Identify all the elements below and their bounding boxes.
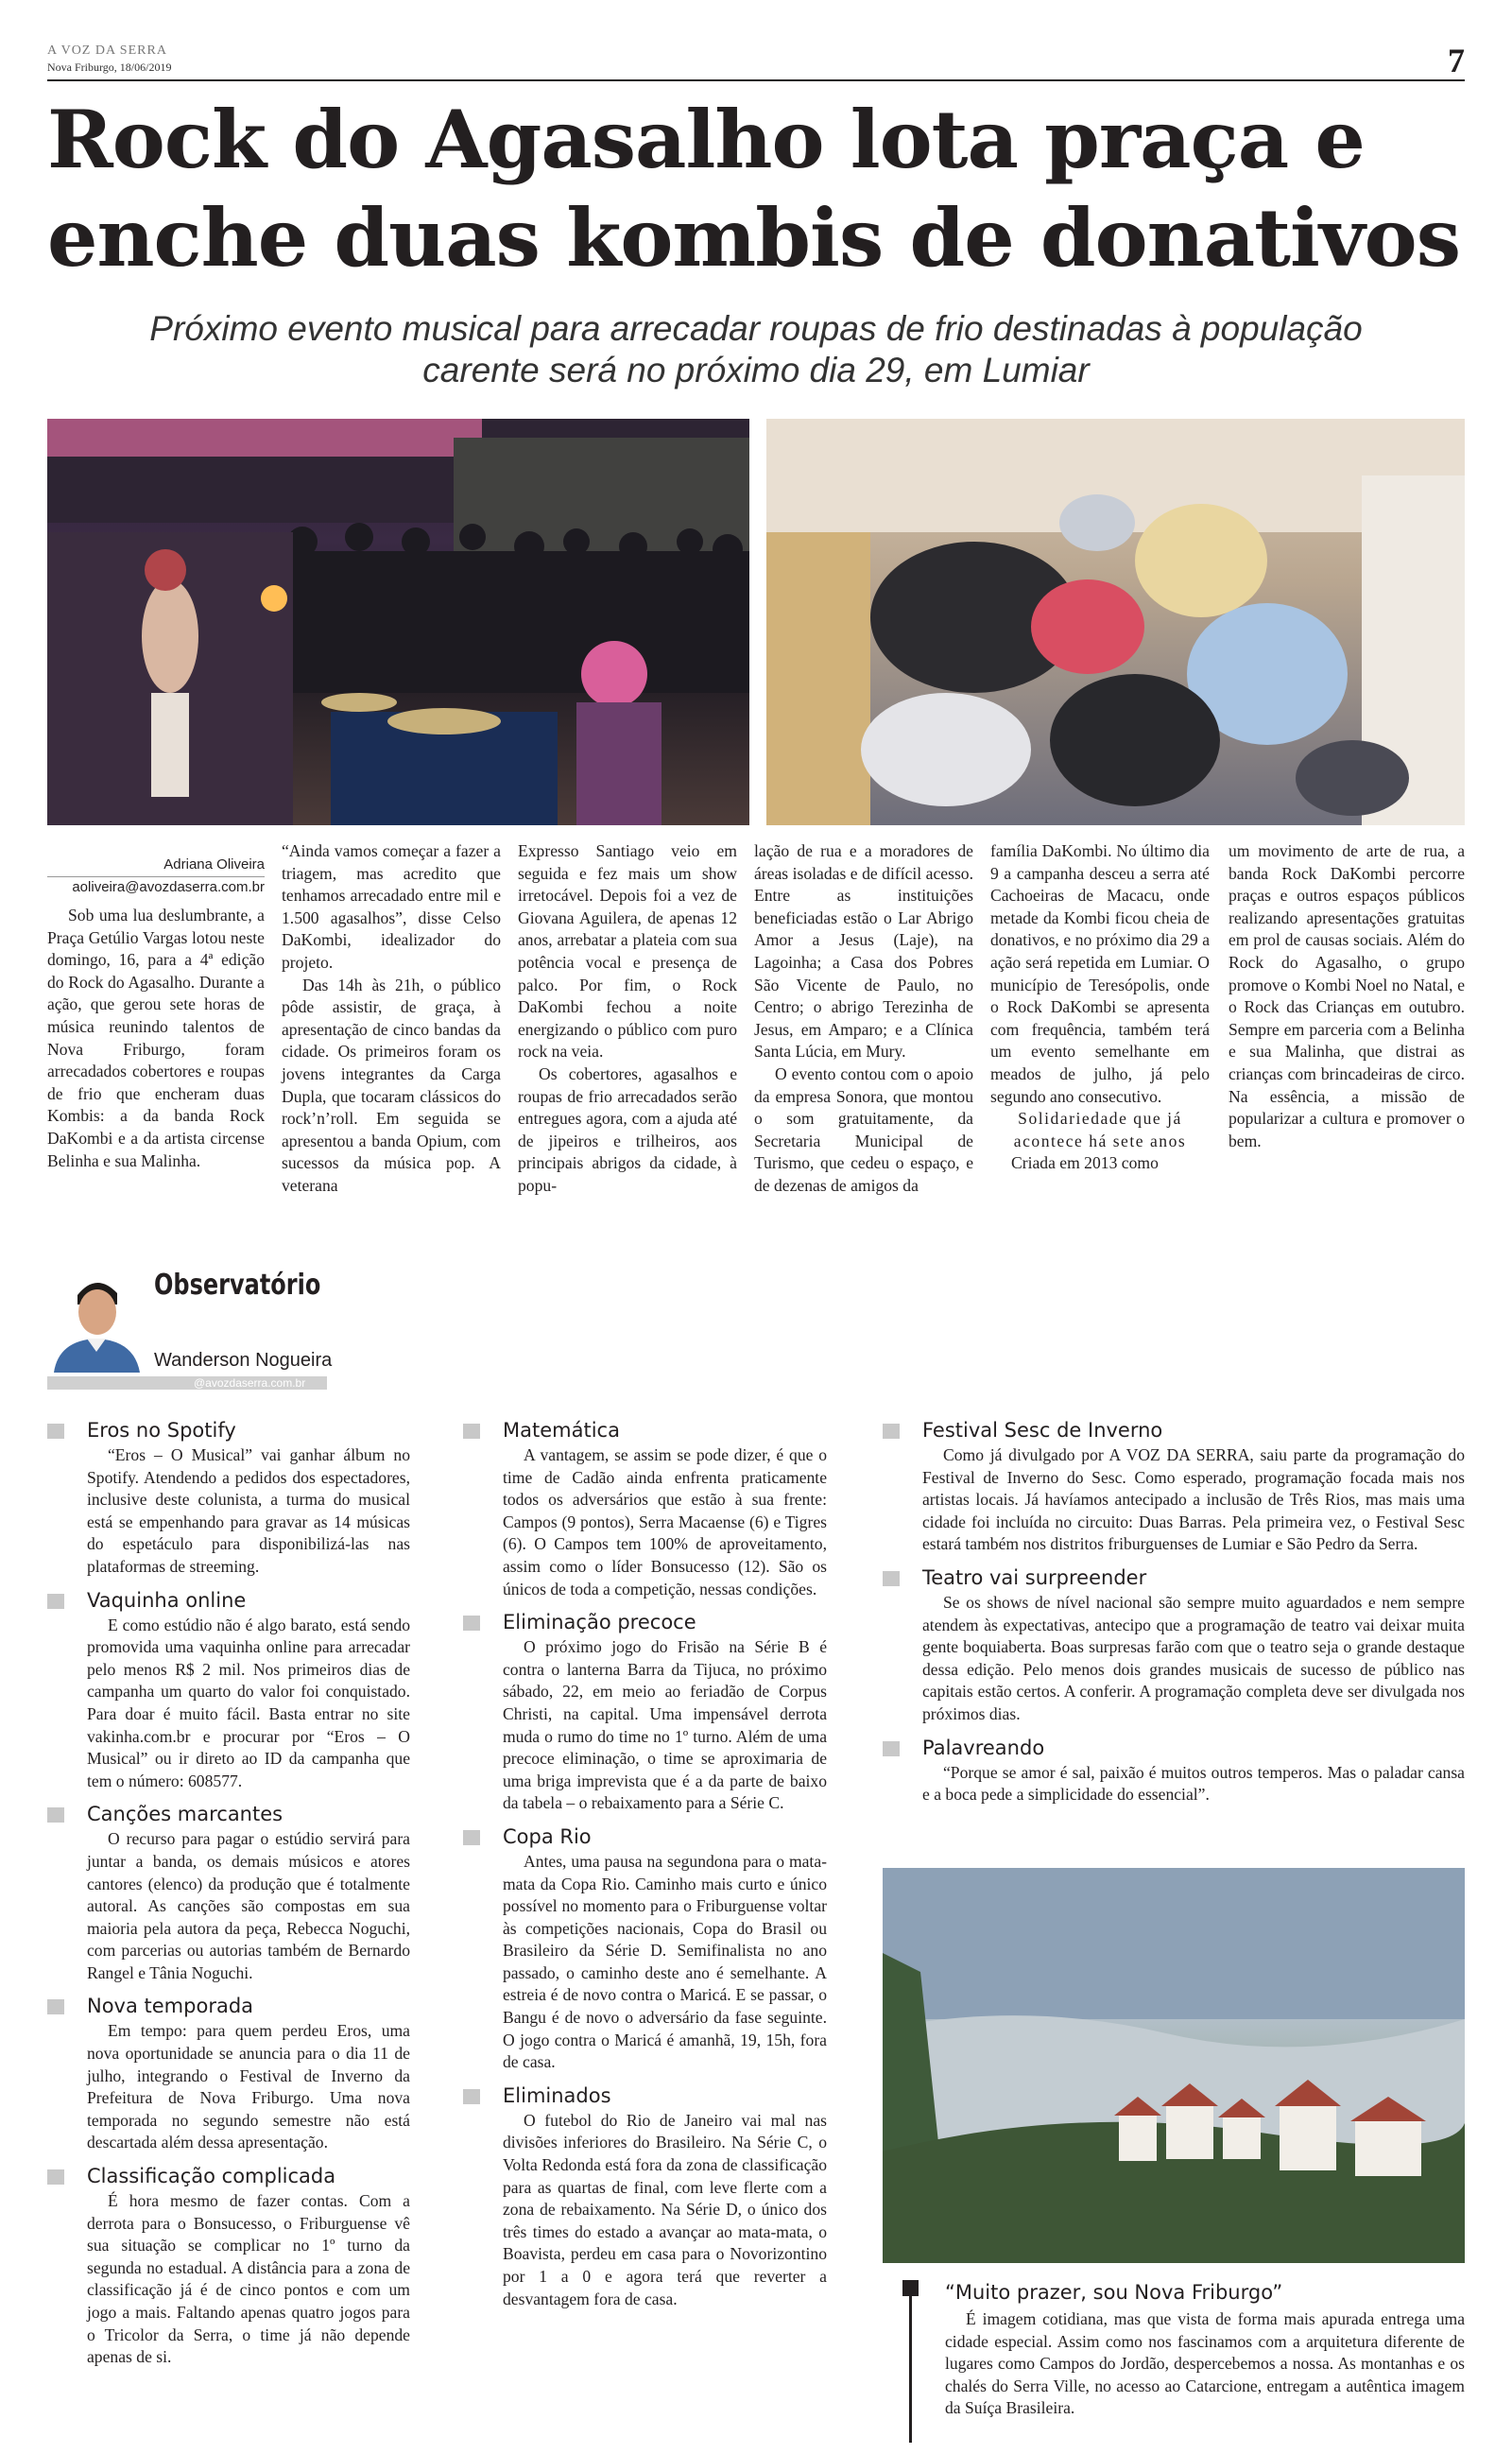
donations-photo bbox=[766, 419, 1465, 825]
paragraph: família DaKombi. No último dia 9 a campanha desceu a serra até Cachoeiras de Macacu, onde metade da Kombi ficou cheia de donativos, e no próximo dia 29 a ação será repetida em Lumiar. O município de Teresópolis, onde o Rock DaKombi se apresenta com frequência, também terá um evento semelhante em meados de julho, já pelo segundo ano consecutivo. bbox=[990, 841, 1210, 1106]
paragraph: lação de rua e a moradores de áreas isoladas e de difícil acesso. Entre as instituições beneficiadas estão o Lar Abrigo Amor a Jesus (Laje), na Lagoinha; a Casa dos Pobres São Vicente de Paulo, no Centro; o abrigo Terezinha de Jesus, em Amparo; e a Clínica Santa Lúcia, em Mury. bbox=[754, 841, 973, 1062]
author-email: aoliveira@avozdaserra.com.br bbox=[72, 879, 265, 895]
section-text: E como estúdio não é algo barato, está sendo promovida uma vaquinha online para arrecadar pelo menos R$ 2 mil. Nos primeiros dias de campanha um quarto do valor foi conquistado. Para doar é muito fácil. Basta entrar no site vakinha.com.br e procurar por “Eros – O Musical” ou ir direto ao ID da campanha que tem o número: 608577. bbox=[87, 1615, 410, 1790]
column-section bbox=[47, 1588, 410, 1793]
page-number: 7 bbox=[1448, 42, 1465, 79]
section-text: O próximo jogo do Frisão na Série B é contra o lanterna Barra da Tijuca, no próximo sábado, 22, em meio ao feriadão de Corpus Christi, na capital. Uma impensável derrota muda o rumo do time no 1º turno. Além de uma precoce eliminação, o time se aproximaria de uma briga imprevista que é a da parte de baixo da tabela – o rebaixamento para a Série C. bbox=[503, 1637, 827, 1813]
subsection-heading: Solidariedade que já acontece há sete anos bbox=[1013, 1109, 1187, 1150]
column-email: @avozdaserra.com.br bbox=[194, 1376, 306, 1390]
article-column-4 bbox=[754, 840, 973, 1198]
paragraph: Os cobertores, agasalhos e roupas de frio arrecadados serão entregues agora, com a ajuda até de jipeiros e trilheiros, aos principais abrigos da cidade, à popu- bbox=[518, 1063, 737, 1195]
paragraph: um movimento de arte de rua, a banda Rock DaKombi percorre praças e outros espaços públicos realizando apresentações gratuitas em prol de causas sociais. Além do Rock do Agasalho, o grupo promove o Kombi Noel no Natal, e o Rock das Crianças em outubro. Sempre em parceria com a Belinha e sua Malinha, que distrai as crianças com brincadeiras de circo. Na essência, a missão de popularizar a cultura e promover o bem. bbox=[1228, 841, 1465, 1150]
section-text: “Eros – O Musical” vai ganhar álbum no Spotify. Atendendo a pedidos dos espectadores, inclusive deste colunista, a turma do musical está se empenhando para gravar as 14 músicas do espetáculo para disponibilizá-las nas plataformas de streeming. bbox=[87, 1445, 410, 1576]
article-column-6 bbox=[1228, 840, 1465, 1152]
concert-photo bbox=[47, 419, 749, 825]
landscape-photo bbox=[883, 1868, 1465, 2263]
paragraph: O evento contou com o apoio da empresa Sonora, que montou o som gratuitamente, da Secretaria Municipal de Turismo, que cedeu o espaço, e de dezenas de amigos da bbox=[754, 1063, 973, 1195]
subheadline: Próximo evento musical para arrecadar roupas de frio destinadas à população carente será no próximo dia 29, em Lumiar bbox=[149, 309, 1363, 389]
section-title: Palavreando bbox=[883, 1736, 1465, 1760]
paragraph: “Ainda vamos começar a fazer a triagem, mas acredito que tenhamos arrecadado entre mil e 1.500 agasalhos”, disse Celso DaKombi, idealizador do projeto. bbox=[282, 841, 501, 972]
section-text: Como já divulgado por A VOZ DA SERRA, saiu parte da programação do Festival de Inverno do Sesc. Como esperado, programação focada mais nos artistas locais. Já havíamos antecipado a inclusão de Três Rios, mas mais uma cidade foi incluída no circuito: Duas Barras. Pela primeira vez, o Festival Sesc estará também nos distritos friburguenses de Lumiar e São Pedro da Serra. bbox=[922, 1445, 1465, 1554]
section-text: A vantagem, se assim se pode dizer, é que o time de Cadão ainda enfrenta praticamente todos os adversários que estão à sua frente: Campos (9 pontos), Serra Macaense (6) e Tigres (6). O Campos tem 100% de aproveitamento, assim como o líder Bonsucesso (12). São os únicos de toda a competição, nessas condições. bbox=[503, 1445, 827, 1599]
column-section bbox=[463, 1418, 827, 1600]
top-rule bbox=[47, 79, 1465, 81]
paragraph: Criada em 2013 como bbox=[1011, 1153, 1159, 1173]
section-title: Eliminação precoce bbox=[463, 1610, 827, 1634]
section-text: Antes, uma pausa na segundona para o mata-mata da Copa Rio. Caminho mais curto e único possível no momento para o Friburguense voltar às competições nacionais, Copa do Brasil ou Brasileiro da Série D. Semifinalista no ano passado, o caminho deste ano é semelhante. A estreia é de novo contra o Maricá. E se passar, o Bangu é de novo o adversário da fase seguinte. O jogo contra o Maricá é amanhã, 19, 15h, fora de casa. bbox=[503, 1851, 827, 2072]
column-section bbox=[47, 1418, 410, 1579]
issue-date: Nova Friburgo, 18/06/2019 bbox=[47, 60, 172, 74]
headline: Rock do Agasalho lota praça e enche duas kombis de donativos bbox=[47, 93, 1461, 285]
column-section bbox=[47, 1802, 410, 1984]
section-title: Classificação complicada bbox=[47, 2164, 410, 2188]
section-text: Se os shows de nível nacional são sempre muito aguardados e nem sempre atendem às expectativas, antecipo que a programação de teatro vai deixar muita gente boquiaberta. Boas surpresas farão com que o teatro seja o grande destaque dessa edição. Pelo menos dois grandes musicais de sucesso de público nas capitais estão certos. A conferir. A programação completa deve ser divulgada nos próximos dias. bbox=[922, 1592, 1465, 1723]
section-title: Copa Rio bbox=[463, 1824, 827, 1849]
column-section bbox=[463, 2083, 827, 2310]
column-title: Observatório bbox=[154, 1269, 321, 1302]
section-text: O futebol do Rio de Janeiro vai mal nas divisões inferiores do Brasileiro. Na Série C, o Volta Redonda está fora da zona de classificação para as quartas de final, com leve flerte com a zona de rebaixamento. Na Série D, o único dos três times do estado a avançar ao mata-mata, o Boavista, perdeu em casa para o Novorizontino por 1 a 0 e agora terá que reverter a desvantagem fora de casa. bbox=[503, 2110, 827, 2308]
column-section bbox=[47, 1994, 410, 2154]
paragraph: Das 14h às 21h, o público pôde assistir, de graça, à apresentação de cinco bandas da cidade. Os primeiros foram os jovens integrantes da Carga Dupla, que tocaram clássicos do rock’n’roll. Em seguida se apresentou a banda Opium, com sucessos da música pop. A veterana bbox=[282, 975, 501, 1195]
column-section bbox=[883, 1736, 1465, 1806]
section-title: Eros no Spotify bbox=[47, 1418, 410, 1443]
section-text: Em tempo: para quem perdeu Eros, uma nova oportunidade se anuncia para o dia 11 de julho, integrando o Festival de Inverno da Prefeitura de Nova Friburgo. Uma nova temporada no segundo semestre não está descartada além dessa apresentação. bbox=[87, 2021, 410, 2152]
caption-title: “Muito prazer, sou Nova Friburgo” bbox=[945, 2281, 1283, 2304]
section-title: Festival Sesc de Inverno bbox=[883, 1418, 1465, 1443]
paragraph: Sob uma lua deslumbrante, a Praça Getúlio Vargas lotou neste domingo, 16, para a 4ª edição do Rock do Agasalho. Durante a ação, que gerou sete horas de música reunindo talentos de Nova Friburgo, foram arrecadados cobertores e roupas de frio que encheram duas Kombis: a da banda Rock DaKombi e a da artista circense Belinha e sua Malinha. bbox=[47, 906, 265, 1170]
column-author: Wanderson Nogueira bbox=[154, 1350, 333, 1371]
column-sections-right bbox=[883, 1418, 1465, 1806]
section-title: Vaquinha online bbox=[47, 1588, 410, 1613]
column-section bbox=[883, 1418, 1465, 1556]
photo-caption-box bbox=[909, 2280, 1465, 2443]
column-section bbox=[463, 1824, 827, 2074]
section-title: Eliminados bbox=[463, 2083, 827, 2108]
section-title: Nova temporada bbox=[47, 1994, 410, 2018]
paragraph: Expresso Santiago veio em seguida e fez mais um show irretocável. Depois foi a vez de Giovana Aguilera, de apenas 12 anos, arrebatar a plateia com sua potência vocal e presença de palco. Por fim, o Rock DaKombi fechou a noite energizando o público com puro rock na veia. bbox=[518, 841, 737, 1062]
column-sections-middle bbox=[463, 1418, 827, 2310]
section-title: Canções marcantes bbox=[47, 1802, 410, 1826]
byline bbox=[47, 855, 265, 898]
section-title: Teatro vai surpreender bbox=[883, 1565, 1465, 1590]
newspaper-brand: A VOZ DA SERRA bbox=[47, 43, 167, 58]
author-name: Adriana Oliveira bbox=[47, 855, 265, 877]
article-column-1 bbox=[47, 905, 265, 1172]
masthead bbox=[47, 43, 1465, 78]
caption-text: É imagem cotidiana, mas que vista de forma mais apurada entrega uma cidade especial. Assim como nos fascinamos com a arquitetura diferente de lugares como Campos do Jordão, despercebemos a nossa. As montanhas e os chalés do Serra Ville, no acesso ao Catarcione, entregam a autêntica imagem da Suíça Brasileira. bbox=[945, 2309, 1465, 2418]
section-title: Matemática bbox=[463, 1418, 827, 1443]
column-section bbox=[463, 1610, 827, 1815]
column-sections-left bbox=[47, 1418, 410, 2369]
avatar bbox=[49, 1267, 144, 1373]
article-column-3 bbox=[518, 840, 737, 1198]
article-column-5 bbox=[990, 840, 1210, 1175]
section-text: “Porque se amor é sal, paixão é muitos outros temperos. Mas o paladar cansa e a boca pede a simplicidade do essencial”. bbox=[922, 1762, 1465, 1805]
article-column-2 bbox=[282, 840, 501, 1198]
column-section bbox=[47, 2164, 410, 2369]
section-text: O recurso para pagar o estúdio servirá para juntar a banda, os demais músicos e atores cantores (elenco) da produção que é totalmente autoral. As canções são compostas em sua maioria pela autora da peça, Rebecca Noguchi, com parcerias ou autorias também de Bernardo Rangel e Tânia Noguchi. bbox=[87, 1829, 410, 1982]
column-section bbox=[883, 1565, 1465, 1726]
section-text: É hora mesmo de fazer contas. Com a derrota para o Bonsucesso, o Friburguense vê sua situação se complicar no 1º turno da segunda no estadual. A distância para a zona de classificação já é de cinco pontos e com um jogo a mais. Faltando apenas quatro jogos para o Tricolor da Serra, o time já não depende apenas de si. bbox=[87, 2191, 410, 2367]
